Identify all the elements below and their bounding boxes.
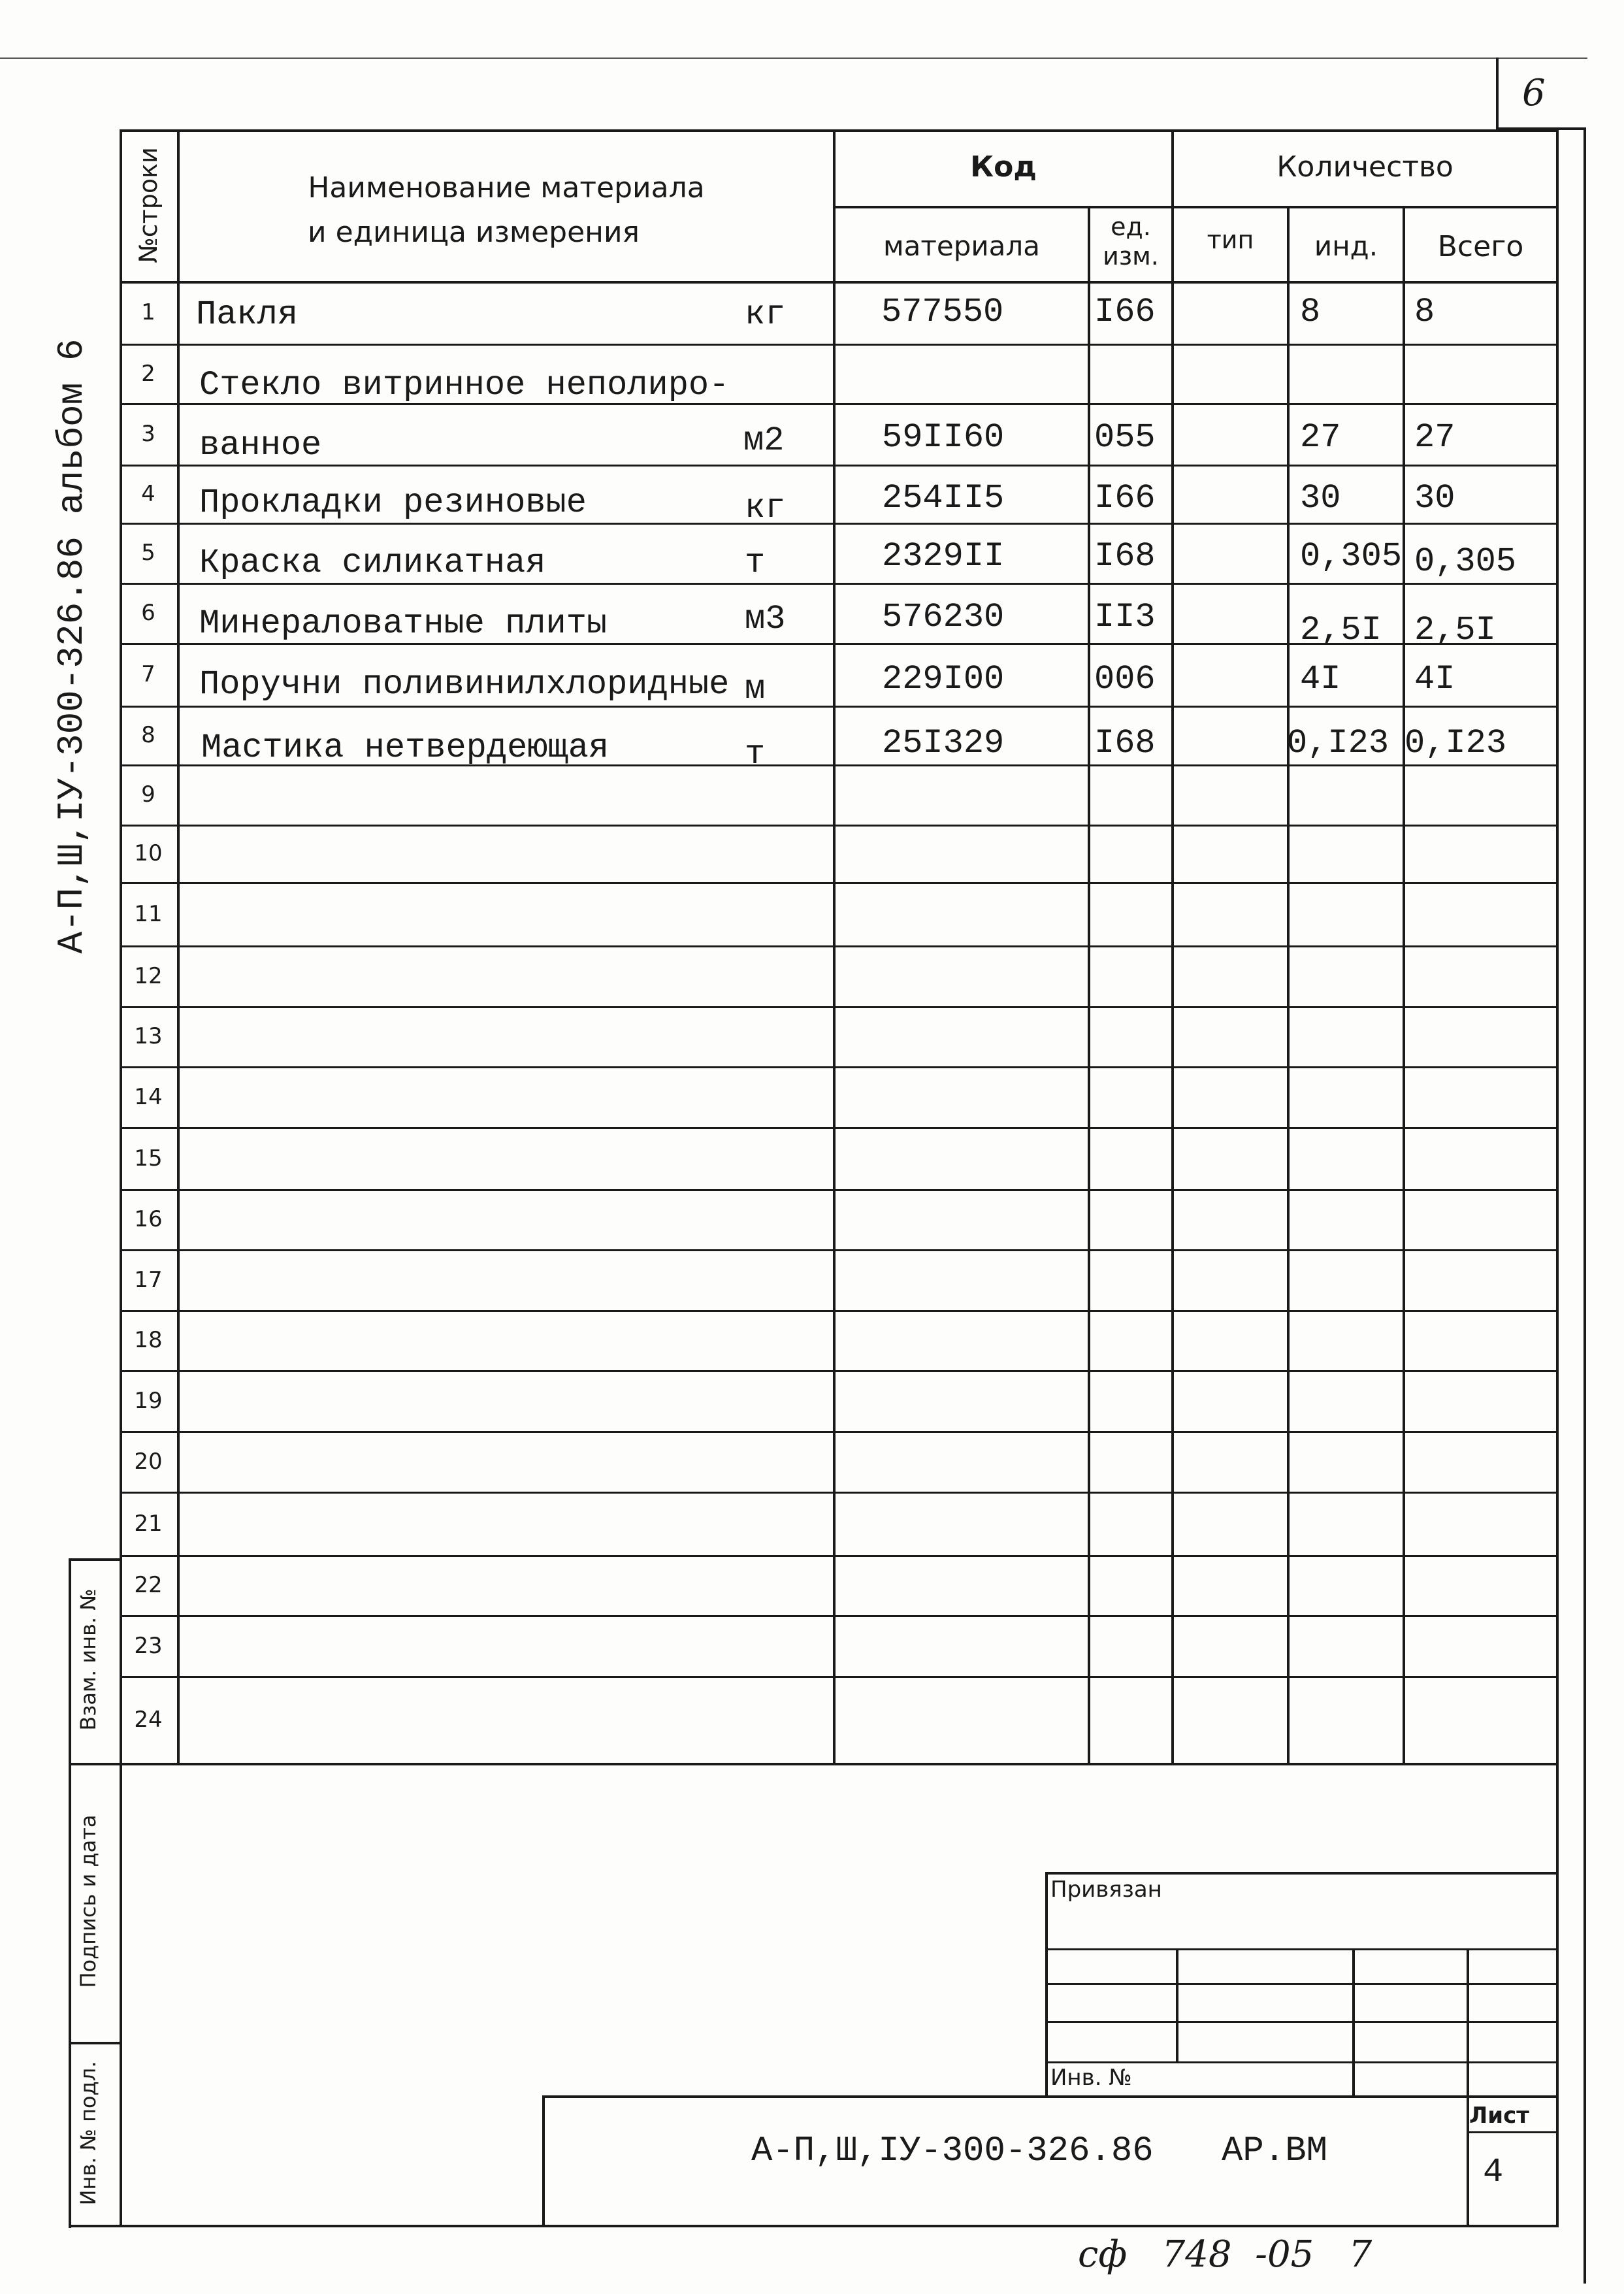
corner-box-left — [1496, 57, 1499, 129]
header-row-no: №строки — [134, 147, 163, 263]
margin-label-vzam: Взам. инв. № — [76, 1588, 101, 1731]
row-number: 2 — [141, 360, 155, 387]
row3-total: 27 — [1414, 418, 1455, 457]
row6-code: 576230 — [882, 598, 1005, 636]
row-number: 10 — [134, 840, 163, 866]
row-divider — [120, 1615, 1559, 1617]
row-number: 20 — [134, 1448, 163, 1475]
stamp-designation: А-П,Ш,IУ-300-326.86 — [751, 2131, 1154, 2171]
row7-name: Поручни поливинилхлоридные — [199, 665, 730, 704]
row7-code: 229I00 — [882, 660, 1005, 698]
row8-name: Мастика нетвердеющая — [201, 729, 609, 767]
row3-unitcode: 055 — [1094, 418, 1156, 457]
row-number: 19 — [134, 1387, 163, 1414]
stamp-sheet-sep — [1467, 2131, 1559, 2133]
stamp-sheet-number: 4 — [1483, 2153, 1504, 2191]
row-divider — [120, 882, 1559, 884]
stamp-privyazan: Привязан — [1050, 1876, 1162, 1903]
header-name-line2: и единица измерения — [307, 216, 640, 249]
col-line-material — [1088, 206, 1090, 1765]
row-number: 21 — [134, 1510, 163, 1537]
row8-unit: т — [745, 735, 766, 774]
col-line-type — [1287, 206, 1290, 1765]
row-number: 22 — [134, 1572, 163, 1598]
row4-ind: 30 — [1300, 479, 1341, 517]
row-divider — [120, 465, 1559, 467]
row4-unitcode: I66 — [1094, 479, 1156, 517]
row-number: 11 — [134, 900, 163, 927]
row8-ind: 0,I23 — [1287, 724, 1389, 762]
side-title: А-П,Ш,IУ-300-326.86 альбом 6 — [51, 338, 93, 954]
row1-unit: кг — [745, 295, 786, 334]
header-total: Всего — [1437, 230, 1524, 263]
header-code: Код — [970, 150, 1037, 184]
row-divider — [120, 1431, 1559, 1433]
row5-total: 0,305 — [1414, 542, 1517, 581]
row5-ind: 0,305 — [1300, 537, 1403, 576]
row8-unitcode: I68 — [1094, 724, 1156, 762]
row7-total: 4I — [1414, 660, 1455, 698]
header-bottom-line — [120, 281, 1559, 284]
row-number: 7 — [141, 661, 155, 687]
row-number: 15 — [134, 1145, 163, 1172]
row-divider — [120, 344, 1559, 346]
row6-ind: 2,5I — [1300, 611, 1382, 649]
stamp-grid-1 — [1045, 1948, 1559, 1950]
row-divider — [120, 1310, 1559, 1312]
frame-right-edge — [1583, 127, 1586, 2284]
row-divider — [120, 1189, 1559, 1191]
row5-code: 2329II — [882, 537, 1005, 576]
row-number: 18 — [134, 1327, 163, 1353]
row1-name: Пакля — [196, 295, 299, 334]
header-ind: инд. — [1314, 230, 1378, 262]
stamp-grid-3 — [1045, 2021, 1559, 2023]
margin-strip-top — [69, 1558, 121, 1561]
row-number: 17 — [134, 1266, 163, 1293]
row1-unitcode: I66 — [1094, 293, 1156, 331]
row-divider — [120, 523, 1559, 525]
row-number: 9 — [141, 781, 155, 808]
row-divider — [120, 1127, 1559, 1129]
stamp-code: АР.ВМ — [1222, 2131, 1328, 2171]
frame-bottom — [120, 2225, 1559, 2227]
row-number: 3 — [141, 421, 155, 447]
header-unit-2: изм. — [1103, 242, 1159, 270]
row2-name: Стекло витринное неполиро- — [199, 366, 730, 404]
row7-ind: 4I — [1300, 660, 1341, 698]
row-divider — [120, 825, 1559, 827]
row-divider — [120, 706, 1559, 708]
row-number: 12 — [134, 962, 163, 989]
row-number: 23 — [134, 1632, 163, 1659]
row5-name: Краска силикатная — [199, 544, 546, 582]
row1-total: 8 — [1414, 293, 1435, 331]
col-line-ind — [1403, 206, 1405, 1765]
frame-right — [1556, 129, 1559, 2227]
top-dashed-edge — [0, 57, 1587, 59]
stamp-sheet-label: Лист — [1469, 2103, 1529, 2129]
frame-top — [120, 129, 1559, 132]
table-bottom-line — [120, 1763, 1559, 1765]
stamp-inv-no: Инв. № — [1050, 2065, 1132, 2091]
stamp-grid-2 — [1045, 1983, 1559, 1985]
row6-name: Минераловатные плиты — [199, 604, 608, 643]
row-number: 24 — [134, 1706, 163, 1733]
stamp-col-2 — [1352, 1948, 1355, 2097]
row-divider — [120, 1066, 1559, 1068]
row-divider — [120, 1006, 1559, 1008]
stamp-main-top — [542, 2095, 1559, 2098]
row-divider — [120, 1492, 1559, 1494]
row5-unitcode: I68 — [1094, 537, 1156, 576]
margin-sep-1 — [69, 1763, 121, 1765]
footer-handwritten: сф 748 -05 7 — [1078, 2233, 1372, 2276]
row7-unitcode: 006 — [1094, 660, 1156, 698]
header-mid-line — [833, 206, 1557, 208]
stamp-main-left — [542, 2095, 545, 2226]
row4-unit: кг — [745, 489, 786, 527]
row-number: 16 — [134, 1206, 163, 1232]
row1-code: 577550 — [881, 293, 1004, 331]
stamp-top — [1045, 1872, 1559, 1875]
stamp-col-1 — [1176, 1948, 1178, 2063]
row6-total: 2,5I — [1414, 611, 1496, 649]
stamp-grid-4 — [1045, 2061, 1559, 2063]
header-name-line1: Наименование материала — [308, 171, 705, 205]
header-type: тип — [1207, 225, 1254, 254]
margin-label-podpis: Подпись и дата — [76, 1814, 101, 1988]
header-unit-1: ед. — [1111, 212, 1151, 241]
row4-name: Прокладки резиновые — [199, 483, 587, 522]
row3-name: ванное — [199, 426, 322, 465]
row8-total: 0,I23 — [1405, 724, 1507, 762]
row-divider — [120, 1676, 1559, 1678]
stamp-col-3 — [1467, 1948, 1469, 2226]
margin-strip-left — [69, 1558, 71, 2228]
row-number: 6 — [141, 600, 155, 626]
row-number: 14 — [134, 1083, 163, 1110]
row7-unit: м — [745, 670, 766, 708]
row-divider — [120, 1370, 1559, 1372]
sheet-corner-number: 6 — [1522, 72, 1546, 114]
row-divider — [120, 1555, 1559, 1557]
row-number: 5 — [141, 540, 155, 566]
row-number: 1 — [141, 299, 155, 325]
row6-unit: м3 — [745, 600, 786, 638]
row6-unitcode: II3 — [1094, 598, 1156, 636]
row8-code: 25I329 — [882, 724, 1005, 762]
row3-unit: м2 — [743, 421, 785, 460]
header-quantity: Количество — [1276, 150, 1453, 184]
row3-ind: 27 — [1300, 418, 1341, 457]
row5-unit: т — [745, 544, 766, 582]
row-divider — [120, 945, 1559, 947]
header-material: материала — [883, 230, 1040, 262]
row-number: 13 — [134, 1023, 163, 1049]
row-number: 8 — [141, 722, 155, 748]
margin-label-inv-podl: Инв. № подл. — [76, 2061, 101, 2206]
row-divider — [120, 1249, 1559, 1251]
row-divider — [120, 583, 1559, 585]
row-number: 4 — [141, 480, 155, 507]
row1-ind: 8 — [1300, 293, 1321, 331]
row4-code: 254II5 — [882, 479, 1005, 517]
row3-code: 59II60 — [882, 418, 1005, 457]
row4-total: 30 — [1414, 479, 1455, 517]
